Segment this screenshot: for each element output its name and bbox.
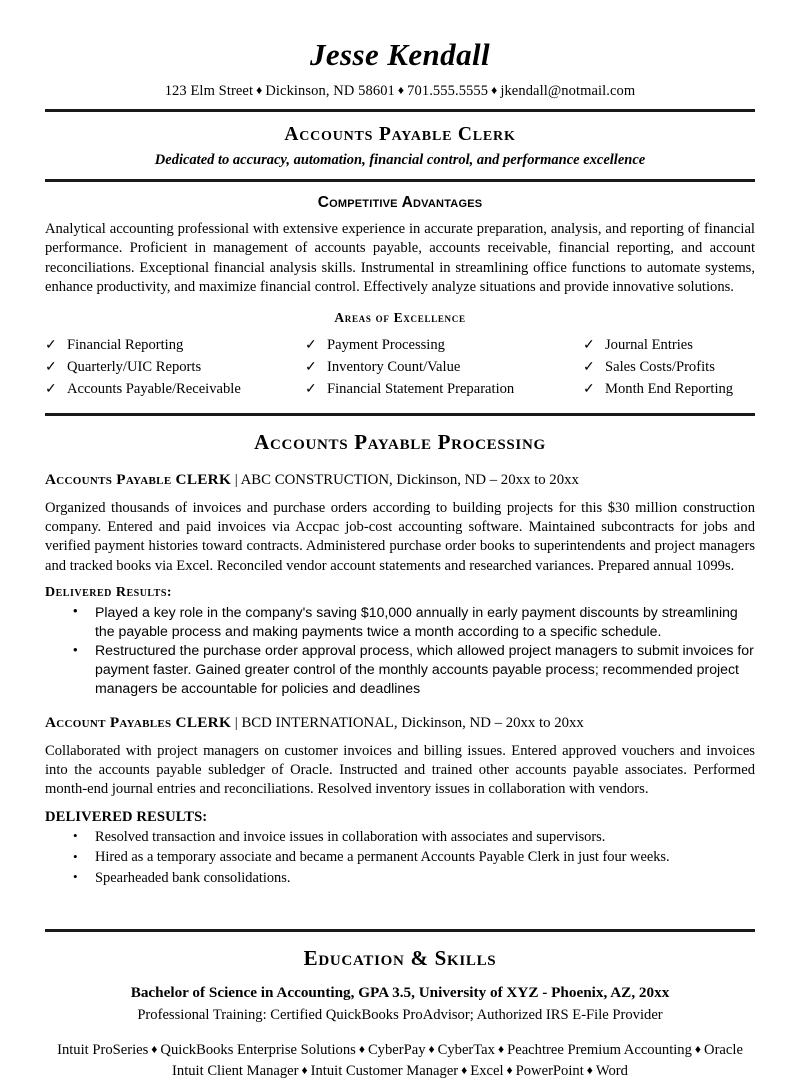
checkmark-icon: ✓ [305,381,317,397]
contact-email: jkendall@notmail.com [500,83,636,100]
area-of-excellence-item [305,335,583,356]
software-skill: Intuit ProSeries [57,1042,149,1059]
job-bullet: • Restructured the purchase order approval process, which allowed project managers to submit invoices for payment faster. Gained greater control of the monthly accounts payable process; recommended project managers be accountable for policies and deadlines [67,641,755,697]
bullet-separator-icon: ♦ [428,1042,435,1057]
area-of-excellence-item [583,379,755,400]
bullet-separator-icon: ♦ [694,1042,702,1057]
area-of-excellence-label: Accounts Payable/Receivable [67,380,241,397]
contact-phone: 701.555.5555 [407,83,489,100]
job-divider: | [231,714,242,731]
area-of-excellence-label: Payment Processing [327,337,445,354]
software-skill: CyberPay [367,1042,426,1059]
job-bullet: • Played a key role in the company's saving $10,000 annually in early payment discounts by streamlining the payable process and making payments twice a month according to a specific schedule. [67,603,755,640]
checkmark-icon: ✓ [305,338,317,354]
software-skill: Oracle [704,1042,743,1059]
delivered-results-label: Delivered Results: [45,584,173,600]
checkmark-icon: ✓ [583,381,595,397]
area-of-excellence-label: Month End Reporting [605,380,734,397]
software-skill: Peachtree Premium Accounting [507,1042,692,1059]
contact-city-state-zip: Dickinson, ND 58601 [265,83,395,100]
software-skills-line [45,1061,755,1081]
job-bullet-list [45,828,755,889]
area-of-excellence-label: Sales Costs/Profits [605,358,715,375]
area-of-excellence-item [45,379,305,400]
section-spacer [45,889,755,929]
contact-separator-icon: ♦ [256,83,263,98]
area-of-excellence-label: Inventory Count/Value [327,358,461,375]
bullet-separator-icon: ♦ [151,1042,158,1057]
area-of-excellence-label: Journal Entries [605,337,693,354]
target-title-block [45,112,755,179]
contact-separator-icon: ♦ [397,83,405,98]
checkmark-icon: ✓ [45,359,57,375]
delivered-results-label: DELIVERED RESULTS: [45,808,208,825]
area-of-excellence-label: Financial Statement Preparation [327,380,515,397]
checkmark-icon: ✓ [45,381,57,397]
software-skill: Intuit Customer Manager [310,1062,459,1079]
contact-separator-icon: ♦ [491,83,498,98]
bullet-separator-icon: ♦ [506,1062,513,1077]
bullet-separator-icon: ♦ [301,1062,308,1077]
target-tagline: Dedicated to accuracy, automation, financial control, and performance excellence [154,152,646,169]
job-title: Account Payables CLERK [45,713,232,731]
section-heading-experience: Accounts Payable Processing [254,429,546,454]
candidate-name: Jesse Kendall [310,37,490,72]
software-skill: PowerPoint [515,1062,584,1079]
bullet-separator-icon: ♦ [461,1062,468,1077]
area-of-excellence-item [583,357,755,378]
areas-of-excellence-grid [45,333,755,400]
job-entry [45,466,755,698]
target-job-title: Accounts Payable Clerk [284,124,516,146]
section-heading-education: Education & Skills [303,946,497,971]
job-bullet: • Hired as a temporary associate and became a permanent Accounts Payable Clerk in just four weeks. [67,848,755,868]
job-summary: Organized thousands of invoices and purchase orders according to building projects for this $30 million construction company. Entered and paid invoices via Accpac job-cost accounting software. Maintained subcontracts for jobs and verified payment histories toward contracts. Administered purchase order books to superintendents and project managers and tracked books via Excel. Reconciled vendor account statements and researched variances. Prepared annual 1099s. [45,499,755,574]
job-bullet-list [45,603,755,698]
education-degree: Bachelor of Science in Accounting, GPA 3.5, University of XYZ - Phoenix, AZ, 20xx [130,984,670,1002]
job-company-location-dates: BCD INTERNATIONAL, Dickinson, ND – 20xx to 20xx [241,714,584,731]
area-of-excellence-item [45,335,305,356]
area-of-excellence-label: Financial Reporting [67,337,184,354]
software-skill: Excel [470,1062,504,1079]
job-header-line [45,470,755,499]
checkmark-icon: ✓ [583,338,595,354]
software-skill: Intuit Client Manager [172,1062,299,1079]
job-bullet: • Spearheaded bank consolidations. [67,869,755,889]
software-skills-line [45,1040,755,1060]
job-company-location-dates: ABC CONSTRUCTION, Dickinson, ND – 20xx to 20xx [240,471,579,488]
area-of-excellence-item [583,335,755,356]
section-heading-competitive-advantages: Competitive Advantages [317,194,483,212]
job-title: Accounts Payable CLERK [45,470,232,488]
area-of-excellence-item [305,379,583,400]
bullet-separator-icon: ♦ [358,1042,365,1057]
job-entry [45,699,755,889]
checkmark-icon: ✓ [583,359,595,375]
area-of-excellence-item [45,357,305,378]
checkmark-icon: ✓ [45,338,57,354]
job-divider: | [231,471,241,488]
contact-line [45,72,755,109]
job-summary: Collaborated with project managers on customer invoices and billing issues. Entered approved vouchers and invoices into the accounts payable subledger of Oracle. Instructed and trained other accounts payable associates. Performed month-end journal entries and reconciliations. Resolved inventory issues in collaboration with vendors. [45,742,755,798]
bullet-separator-icon: ♦ [497,1042,505,1057]
software-skill: QuickBooks Enterprise Solutions [160,1042,356,1059]
bullet-separator-icon: ♦ [586,1062,593,1077]
software-skill: Word [595,1062,628,1079]
area-of-excellence-item [305,357,583,378]
contact-address: 123 Elm Street [164,83,254,100]
education-training: Professional Training: Certified QuickBooks ProAdvisor; Authorized IRS E-File Provider [137,1007,663,1024]
area-of-excellence-label: Quarterly/UIC Reports [67,358,202,375]
checkmark-icon: ✓ [305,359,317,375]
subsection-heading-areas-of-excellence: Areas of Excellence [334,310,466,326]
software-skills-list [45,1024,755,1081]
competitive-advantages-summary: Analytical accounting professional with extensive experience in accurate preparation, analysis, and reporting of financial performance. Proficient in management of accounts payable, accounts receivable, financial reporting, and account reconciliations. Exceptional financial analysis skills. Instrumental in streamlining office functions to automate systems, enhance productivity, and maximize financial control. Effectively analyze situations and provide innovative solutions. [45,221,755,295]
job-bullet: • Resolved transaction and invoice issues in collaboration with associates and supervisors. [67,828,755,848]
software-skill: CyberTax [437,1042,495,1059]
job-header-line [45,713,755,742]
